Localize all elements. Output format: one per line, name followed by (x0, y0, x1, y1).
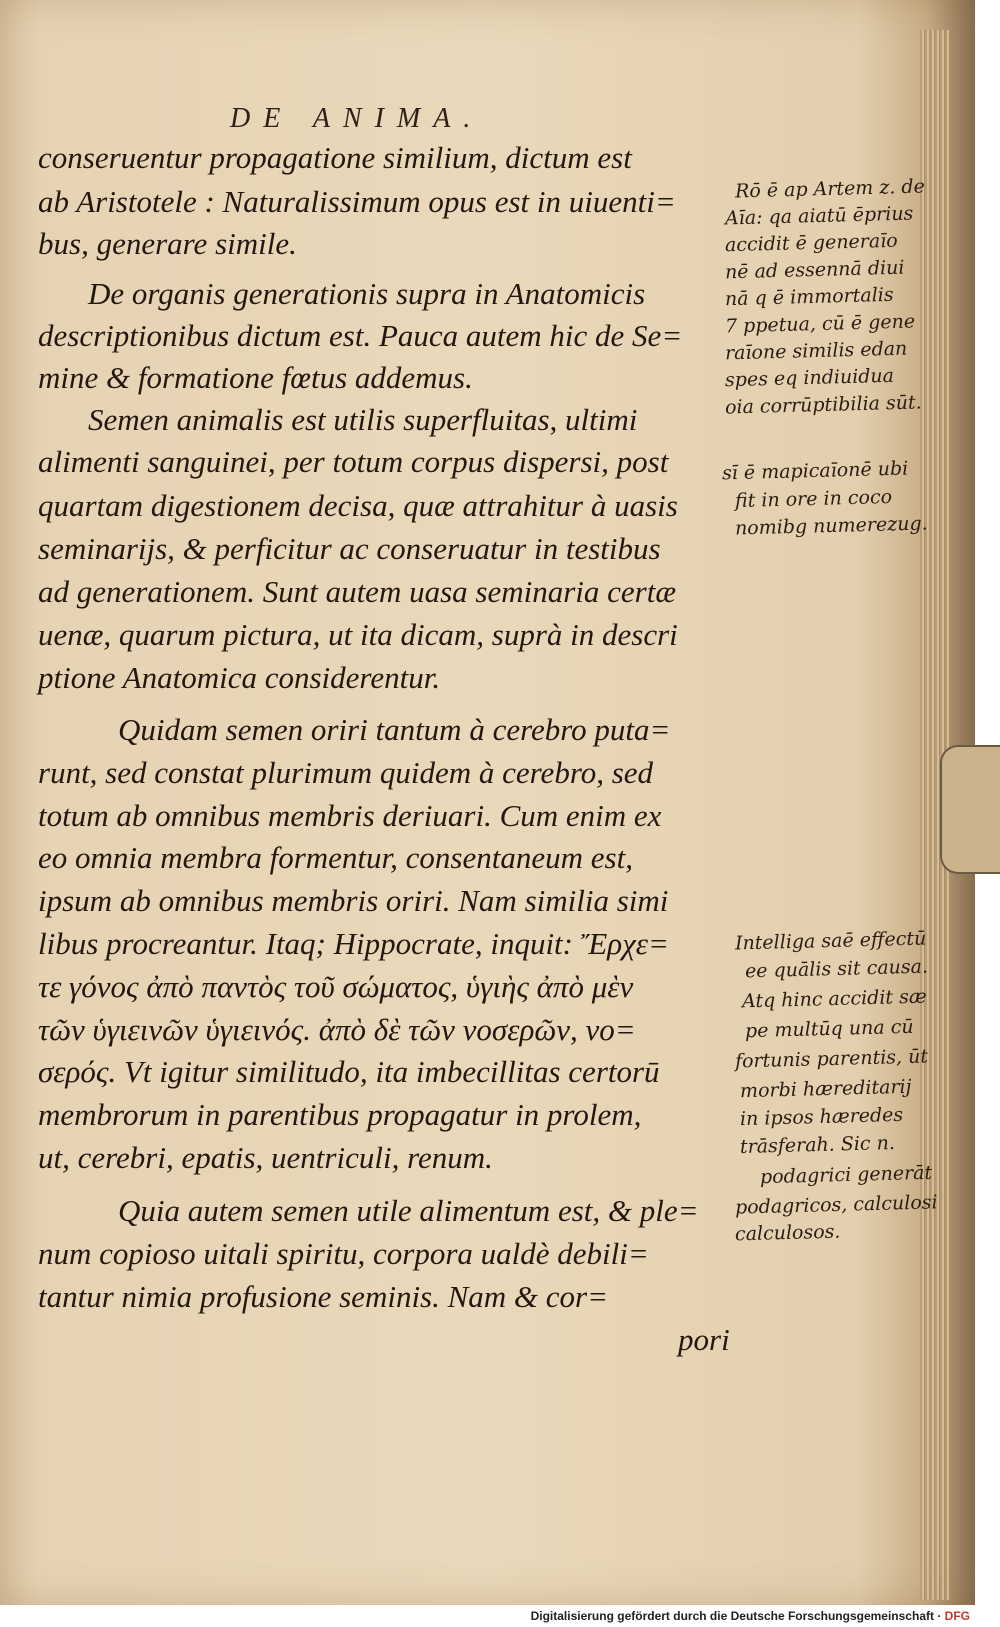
margin-note: calculosos. (734, 1220, 841, 1246)
margin-note: 7 ppetua, cū ē gene (724, 310, 916, 338)
body-line: libus procreantur. Itaq; Hippocrate, inquit: Ἔρχε= (38, 926, 669, 961)
body-line: τε γόνος ἀπὸ παντὸς τοῦ σώματος, ὑγιὴς ἀπὸ μὲν (38, 969, 634, 1004)
body-line: quartam digestionem decisa, quæ attrahitur à uasis (38, 488, 678, 523)
margin-note: Intelliga saē effectū (734, 927, 927, 955)
body-line: Quia autem semen utile alimentum est, & ple= (118, 1193, 699, 1228)
page-tab (940, 745, 1000, 874)
margin-note: podagricos, calculosi (734, 1191, 938, 1219)
body-line: num copioso uitali spiritu, corpora ualdè debili= (38, 1236, 649, 1271)
body-line: eo omnia membra formentur, consentaneum est, (38, 840, 633, 875)
footer-text: Digitalisierung gefördert durch die Deutsche Forschungsgemeinschaft · (530, 1609, 945, 1623)
margin-note: podagrici generāt (759, 1161, 933, 1189)
margin-note: raīone similis edan (724, 337, 908, 365)
body-line: Semen animalis est utilis superfluitas, ultimi (88, 402, 638, 437)
body-line: ipsum ab omnibus membris oriri. Nam similia simi (38, 883, 669, 918)
body-line: σερός. Vt igitur similitudo, ita imbecillitas certorū (38, 1054, 660, 1089)
margin-note: Aīa: qa aiatū ēprius (724, 202, 914, 230)
margin-note: morbi hæreditarij (739, 1075, 912, 1103)
body-line: uenæ, quarum pictura, ut ita dicam, suprà in descri (38, 617, 678, 652)
margin-note: Atq hinc accidit sæ (741, 985, 927, 1013)
body-line: ad generationem. Sunt autem uasa seminaria certæ (38, 574, 677, 609)
body-line: ut, cerebri, epatis, uentriculi, renum. (38, 1140, 493, 1175)
body-line: mine & formatione fœtus addemus. (38, 360, 473, 395)
body-line: totum ab omnibus membris deriuari. Cum enim ex (38, 798, 662, 833)
body-line: bus, generare simile. (38, 226, 297, 261)
body-line: seminarijs, & perficitur ac conseruatur in testibus (38, 531, 661, 566)
margin-note: in ipsos hæredes (739, 1103, 904, 1131)
body-line: descriptionibus dictum est. Pauca autem hic de Se= (38, 318, 683, 353)
margin-note: nē ad essennā diui (724, 256, 905, 284)
margin-note: sī ē mapicaīonē ubi (721, 457, 909, 485)
body-line: membrorum in parentibus propagatur in prolem, (38, 1097, 642, 1132)
body-line: pori (678, 1322, 730, 1357)
body-line: runt, sed constat plurimum quidem à cerebro, sed (38, 755, 654, 790)
margin-note: pe multūq una cū (744, 1015, 914, 1043)
body-line: alimenti sanguinei, per totum corpus dispersi, post (38, 444, 669, 479)
running-head: DE ANIMA. (230, 103, 484, 134)
footer-credit (531, 1609, 970, 1623)
margin-note: trāsferah. Sic n. (739, 1131, 896, 1159)
margin-note: fit in ore in coco (734, 485, 893, 513)
body-line: De organis generationis supra in Anatomicis (88, 276, 646, 311)
margin-note: fortunis parentis, ūt (734, 1045, 929, 1073)
margin-note: nomibg numerezug. (734, 512, 928, 540)
body-line: ab Aristotele : Naturalissimum opus est in uiuenti= (38, 184, 676, 219)
margin-note: accidit ē generaīo (724, 229, 898, 257)
body-line: Quidam semen oriri tantum à cerebro puta= (118, 712, 671, 747)
body-line: tantur nimia profusione seminis. Nam & cor= (38, 1279, 609, 1314)
body-line: conseruentur propagatione similium, dictum est (38, 140, 632, 175)
body-line: ptione Anatomica considerentur. (38, 660, 441, 695)
margin-note: spes eq indiuidua (724, 364, 895, 392)
margin-note: oia corrūptibilia sūt. (724, 391, 922, 419)
dfg-logo: DFG (944, 1609, 970, 1623)
margin-note: Rō ē ap Artem z. de (734, 175, 926, 203)
margin-note: nā q ē immortalis (724, 283, 894, 311)
margin-note: ee quālis sit causa. (744, 955, 929, 983)
body-line: τῶν ὑγιεινῶν ὑγιεινός. ἀπὸ δὲ τῶν νοσερῶν, νο= (38, 1012, 636, 1047)
